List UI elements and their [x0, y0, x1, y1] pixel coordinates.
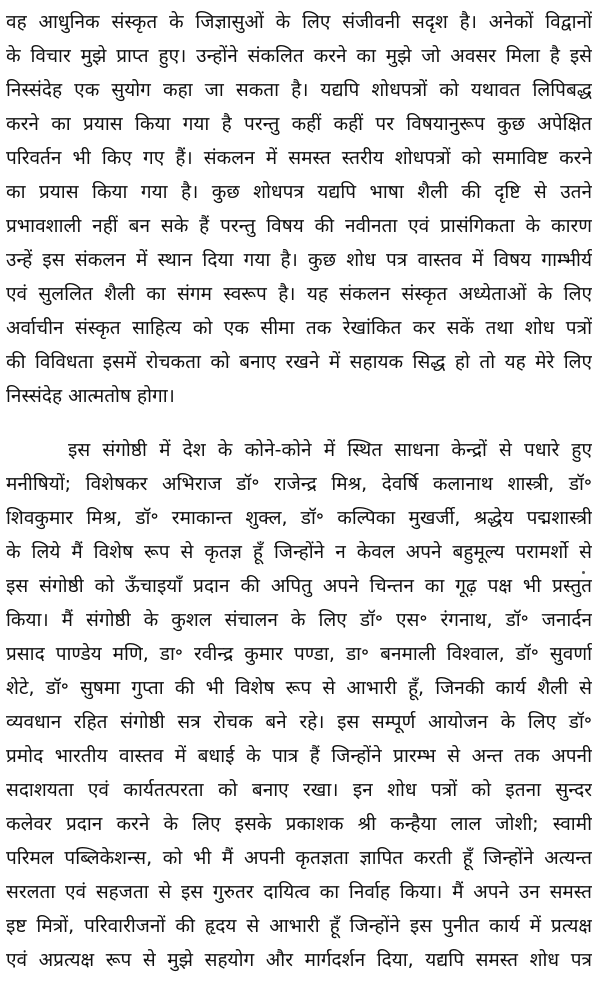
text-line: व्यवधान रहित संगोष्ठी सत्र रोचक बने रहे। इस सम्पूर्ण आयोजन के लिए डॉ॰: [6, 711, 592, 733]
text-line: इस संगोष्ठी को ऊँचाइयाँ प्रदान की अपितु अपने चिन्तन का गूढ़ पक्ष भी प्रस्तुत: [6, 575, 592, 597]
text-line: निस्संदेह आत्मतोष होगा।: [6, 385, 175, 407]
text-line: का प्रयास किया गया है। कुछ शोधपत्र यद्यपि भाषा शैली की दृष्टि से उतने: [6, 181, 592, 203]
text-line: सरलता एवं सहजता से इस गुरुतर दायित्व का निर्वाह किया। मैं अपने उन समस्त: [6, 881, 592, 903]
text-line: उन्हें इस संकलन में स्थान दिया गया है। कुछ शोध पत्र वास्तव में विषय गाम्भीर्य: [6, 249, 592, 271]
text-line: एवं अप्रत्यक्ष रूप से मुझे सहयोग और मार्गदर्शन दिया, यद्यपि समस्त शोध पत्र: [6, 949, 592, 971]
text-line: प्रमोद भारतीय वास्तव में बधाई के पात्र हैं जिन्होंने प्रारम्भ से अन्त तक अपनी: [6, 745, 592, 767]
text-line: इस संगोष्ठी में देश के कोने-कोने में स्थित साधना केन्द्रों से पधारे हुए: [68, 439, 592, 461]
text-line: प्रसाद पाण्डेय मणि, डा॰ रवीन्द्र कुमार पण्डा, डा॰ बनमाली विश्वाल, डॉ॰ सुवर्णा: [6, 643, 592, 665]
text-line: अर्वाचीन संस्कृत साहित्य को एक सीमा तक रेखांकित कर सकें तथा शोध पत्रों: [6, 317, 592, 339]
text-line: करने का प्रयास किया गया है परन्तु कहीं कहीं पर विषयानुरूप कुछ अपेक्षित: [6, 113, 592, 135]
text-line: निस्संदेह एक सुयोग कहा जा सकता है। यद्यपि शोधपत्रों को यथावत लिपिबद्ध: [6, 79, 592, 101]
text-line: परिवर्तन भी किए गए हैं। संकलन में समस्त स्तरीय शोधपत्रों को समाविष्ट करने: [6, 147, 592, 169]
text-line: के विचार मुझे प्राप्त हुए। उन्होंने संकलित करने का मुझे जो अवसर मिला है इसे: [6, 45, 592, 67]
text-line: मनीषियों; विशेषकर अभिराज डॉ॰ राजेन्द्र मिश्र, देवर्षि कलानाथ शास्त्री, डॉ॰: [6, 473, 592, 495]
text-line: परिमल पब्लिकेशन्स, को भी मैं अपनी कृतज्ञता ज्ञापित करती हूँ जिन्होंने अत्यन्त: [6, 847, 592, 869]
text-line: प्रभावशाली नहीं बन सके हैं परन्तु विषय की नवीनता एवं प्रासंगिकता के कारण: [6, 215, 592, 237]
text-line: शिवकुमार मिश्र, डॉ॰ रमाकान्त शुक्ल, डॉ॰ कल्पिका मुखर्जी, श्रद्धेय पद्मशास्त्री: [6, 507, 592, 529]
text-line: किया। मैं संगोष्ठी के कुशल संचालन के लिए डॉ॰ एस॰ रंगनाथ, डॉ॰ जनार्दन: [6, 609, 592, 631]
text-line: सदाशयता एवं कार्यतत्परता को बनाए रखा। इन शोध पत्रों को इतना सुन्दर: [6, 779, 592, 801]
text-line: इष्ट मित्रों, परिवारीजनों की हृदय से आभारी हूँ जिन्होंने इस पुनीत कार्य में प्रत्यक्ष: [6, 915, 592, 937]
scan-speck: [582, 571, 585, 574]
text-line: शेटे, डॉ॰ सुषमा गुप्ता की भी विशेष रूप से आभारी हूँ, जिनकी कार्य शैली से: [6, 677, 592, 699]
text-line: वह आधुनिक संस्कृत के जिज्ञासुओं के लिए संजीवनी सदृश है। अनेकों विद्वानों: [6, 11, 592, 33]
text-line: की विविधता इसमें रोचकता को बनाए रखने में सहायक सिद्ध हो तो यह मेरे लिए: [6, 351, 592, 373]
text-line: के लिये मैं विशेष रूप से कृतज्ञ हूँ जिन्होंने न केवल अपने बहुमूल्य परामर्शो से: [6, 541, 592, 563]
text-line: एवं सुललित शैली का संगम स्वरूप है। यह संकलन संस्कृत अध्येताओं के लिए: [6, 283, 592, 305]
text-line: कलेवर प्रदान करने के लिए इसके प्रकाशक श्री कन्हैया लाल जोशी; स्वामी: [6, 813, 592, 835]
